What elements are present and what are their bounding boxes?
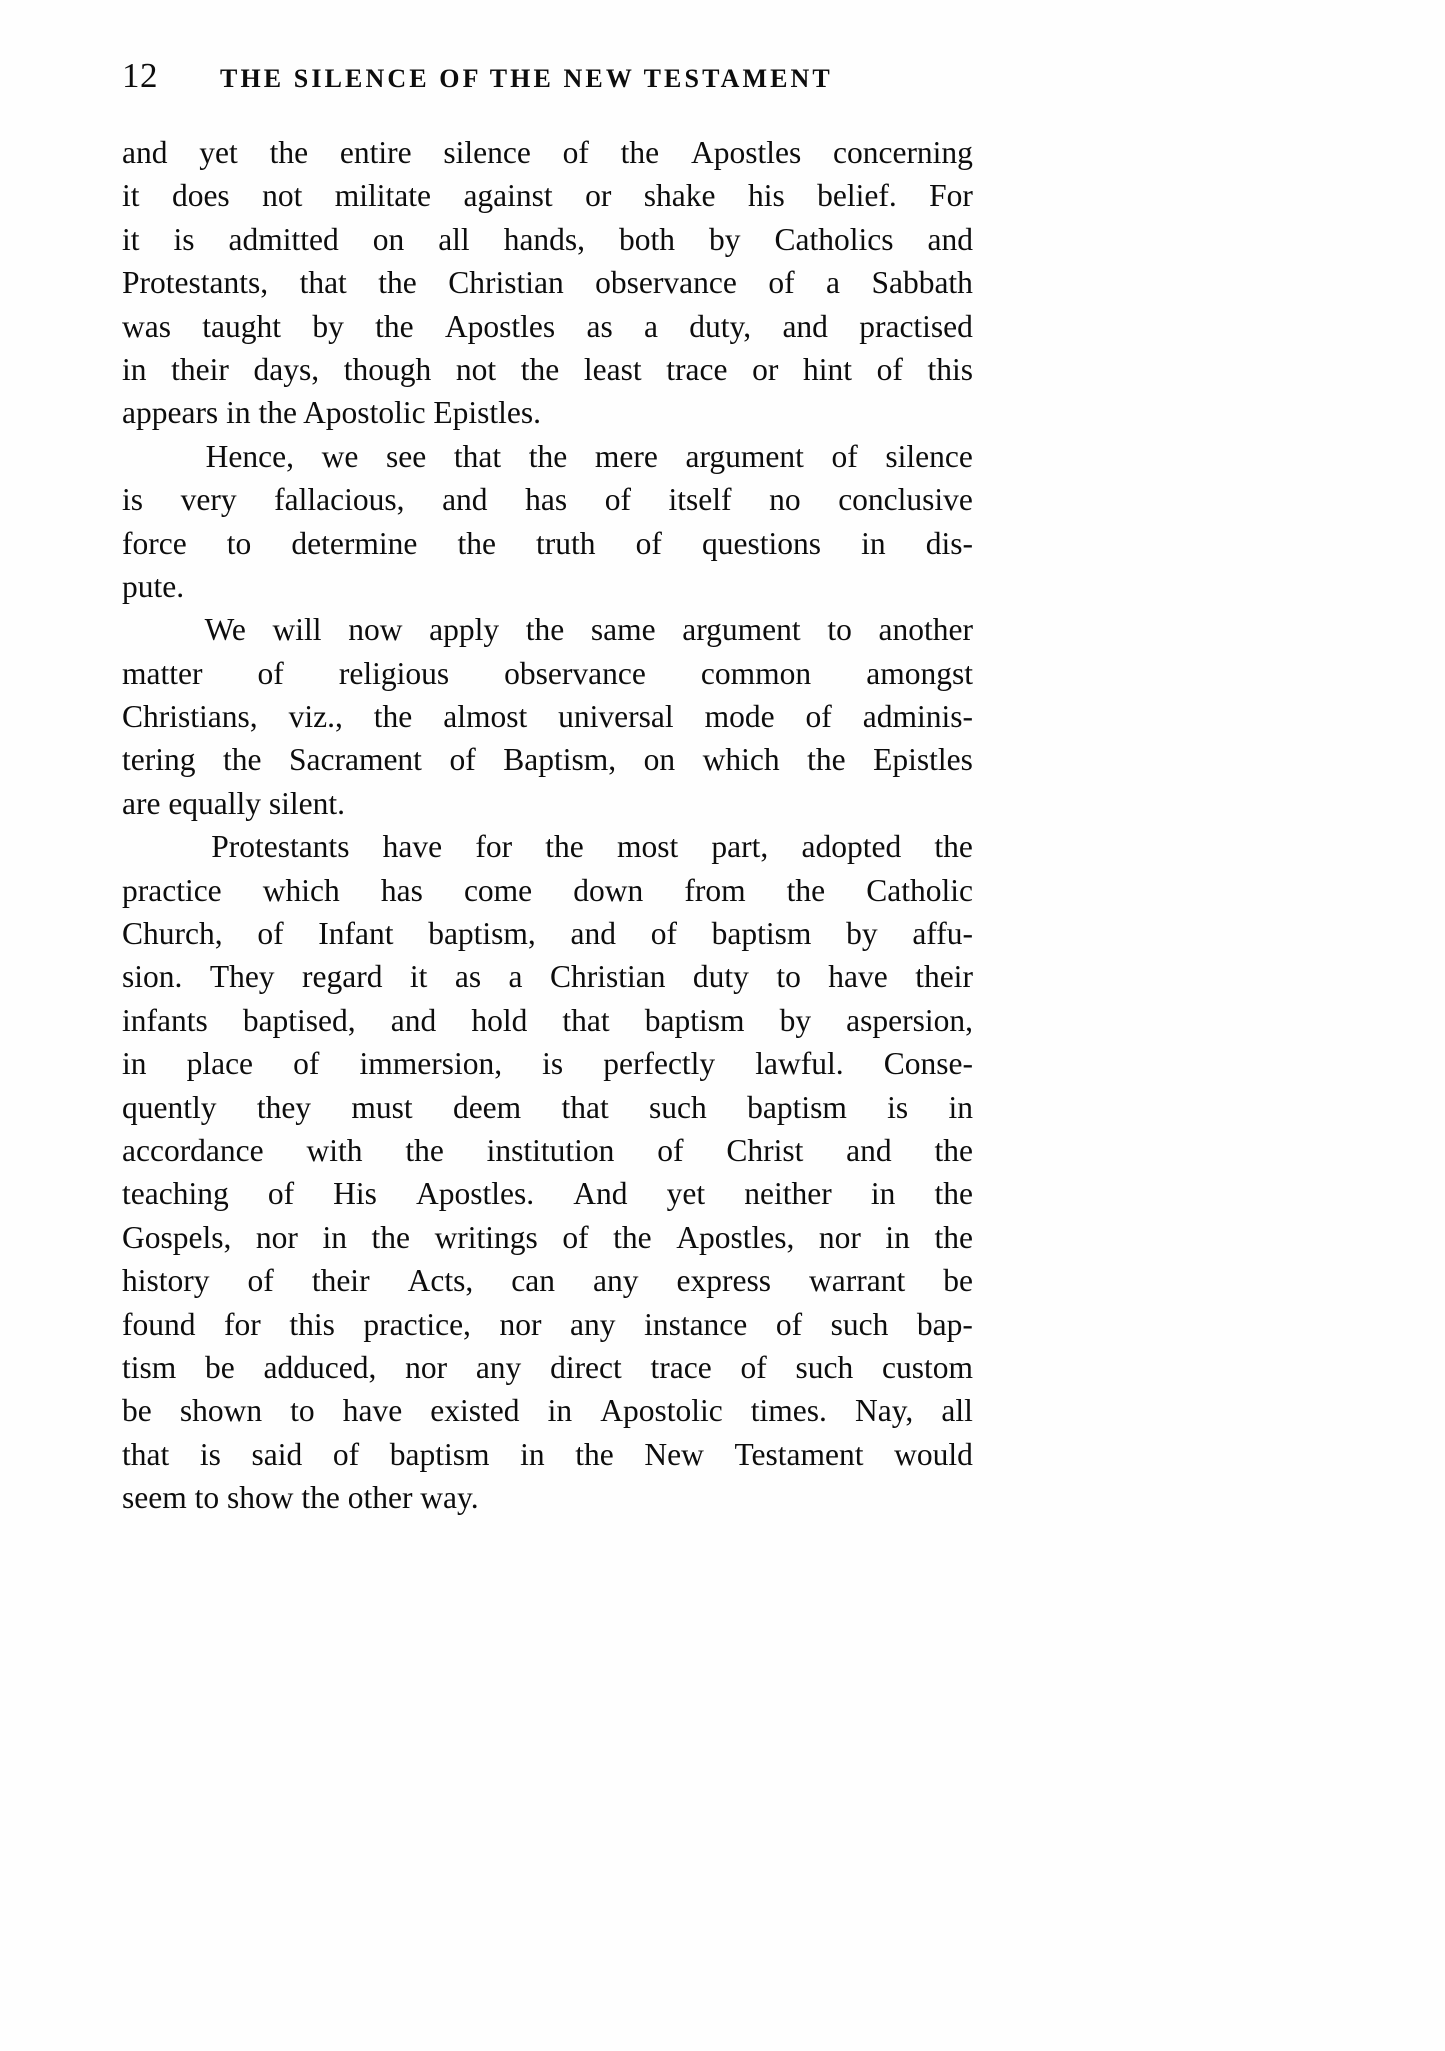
word: Testament bbox=[734, 1436, 864, 1472]
word: not bbox=[262, 178, 303, 214]
word: for bbox=[475, 829, 513, 865]
word: Apostles, bbox=[676, 1219, 795, 1255]
text-line bbox=[122, 478, 973, 521]
word: trace bbox=[650, 1349, 712, 1385]
word: Acts, bbox=[407, 1263, 474, 1299]
word: baptism, bbox=[428, 916, 536, 952]
word: in bbox=[870, 1176, 896, 1212]
word: has bbox=[525, 482, 568, 518]
word: religious bbox=[338, 655, 450, 691]
text-line bbox=[122, 1433, 973, 1476]
text-line bbox=[122, 1303, 973, 1346]
word: their bbox=[171, 351, 229, 387]
word: silence bbox=[443, 135, 531, 170]
word: Nay, bbox=[854, 1393, 914, 1429]
word: least bbox=[583, 351, 642, 387]
word: belief. bbox=[817, 178, 897, 214]
word: would bbox=[894, 1436, 973, 1472]
word: nor bbox=[405, 1349, 448, 1385]
text-line bbox=[122, 825, 973, 868]
text-line bbox=[122, 1042, 973, 1085]
word: must bbox=[351, 1089, 413, 1125]
word: to bbox=[226, 525, 252, 561]
word: deem bbox=[452, 1089, 522, 1125]
word: express bbox=[676, 1263, 771, 1299]
word: Protestants bbox=[211, 829, 350, 865]
word: affu- bbox=[912, 916, 973, 952]
word: practised bbox=[859, 308, 973, 344]
word: the bbox=[520, 351, 560, 387]
word: determine bbox=[291, 525, 418, 561]
word: dis- bbox=[925, 525, 973, 561]
word: of bbox=[293, 1046, 320, 1082]
word: which bbox=[702, 742, 780, 778]
word: any bbox=[570, 1306, 616, 1342]
word: and bbox=[122, 135, 168, 170]
word: or bbox=[752, 351, 779, 387]
text-line bbox=[122, 738, 973, 781]
word: from bbox=[684, 872, 746, 908]
word: the bbox=[269, 135, 309, 170]
paragraph bbox=[122, 435, 973, 609]
word: of bbox=[876, 351, 903, 387]
word: days, bbox=[253, 351, 320, 387]
word: almost bbox=[443, 699, 528, 735]
word: of bbox=[267, 1176, 295, 1212]
text-line: pute. bbox=[122, 568, 185, 604]
word: mere bbox=[594, 438, 658, 474]
word: of bbox=[562, 1219, 589, 1255]
word: We bbox=[204, 612, 246, 648]
word: Conse- bbox=[883, 1046, 973, 1082]
word: with bbox=[306, 1132, 363, 1168]
text-line bbox=[122, 261, 973, 304]
word: Sacrament bbox=[289, 742, 422, 778]
text-line bbox=[122, 522, 973, 565]
word: of bbox=[247, 1263, 274, 1299]
word: this bbox=[289, 1306, 335, 1342]
word: hands, bbox=[503, 221, 586, 257]
word: yet bbox=[199, 135, 238, 170]
word: existed bbox=[430, 1393, 520, 1429]
word: very bbox=[180, 482, 237, 518]
word: said bbox=[251, 1436, 303, 1472]
text-line bbox=[122, 305, 973, 348]
word: place bbox=[186, 1046, 254, 1082]
word: practice bbox=[122, 872, 222, 908]
word: be bbox=[205, 1349, 235, 1385]
text-line: seem to show the other way. bbox=[122, 1480, 479, 1516]
word: see bbox=[385, 438, 427, 474]
word: baptised, bbox=[242, 1002, 356, 1038]
text-line bbox=[122, 999, 973, 1042]
word: questions bbox=[701, 525, 821, 561]
word: the bbox=[786, 872, 826, 908]
word: baptism bbox=[389, 1436, 490, 1472]
text-line bbox=[122, 435, 973, 478]
paragraph bbox=[122, 825, 973, 1519]
word: bap- bbox=[916, 1306, 973, 1342]
word: New bbox=[644, 1436, 704, 1472]
word: nor bbox=[499, 1306, 542, 1342]
word: will bbox=[272, 612, 322, 648]
word: that bbox=[561, 1089, 609, 1125]
word: shake bbox=[643, 178, 716, 214]
word: mode bbox=[704, 699, 775, 735]
word: militate bbox=[334, 178, 432, 214]
word: in bbox=[322, 1219, 347, 1255]
text-line bbox=[122, 912, 973, 955]
word: accordance bbox=[122, 1132, 264, 1168]
word: in bbox=[861, 525, 886, 561]
text-line bbox=[122, 131, 973, 174]
word: not bbox=[455, 351, 497, 387]
word: was bbox=[122, 308, 171, 344]
word: of bbox=[635, 525, 662, 561]
word: on bbox=[372, 221, 405, 257]
word: the bbox=[375, 308, 414, 344]
paragraph-indent bbox=[122, 435, 178, 478]
word: writings bbox=[434, 1219, 538, 1255]
word: it bbox=[409, 959, 428, 995]
word: in bbox=[122, 1046, 147, 1082]
page-number: 12 bbox=[122, 56, 158, 95]
word: Apostolic bbox=[600, 1393, 723, 1429]
word: adminis- bbox=[862, 699, 973, 735]
word: the bbox=[528, 438, 568, 474]
word: custom bbox=[881, 1349, 973, 1385]
word: is bbox=[173, 221, 195, 257]
text-line bbox=[122, 869, 973, 912]
word: which bbox=[262, 872, 340, 908]
word: shown bbox=[179, 1393, 263, 1429]
word: this bbox=[927, 351, 973, 387]
word: of bbox=[657, 1132, 684, 1168]
word: the bbox=[223, 742, 262, 778]
text-line: appears in the Apostolic Epistles. bbox=[122, 395, 542, 431]
word: their bbox=[915, 959, 973, 995]
paragraph bbox=[122, 131, 973, 435]
word: aspersion, bbox=[846, 1002, 973, 1038]
word: the bbox=[525, 612, 565, 648]
word: the bbox=[371, 1219, 411, 1255]
word: concerning bbox=[833, 135, 973, 170]
word: times. bbox=[750, 1393, 827, 1429]
word: quently bbox=[122, 1089, 217, 1125]
word: Apostles bbox=[690, 135, 802, 170]
word: apply bbox=[429, 612, 500, 648]
word: Apostles bbox=[444, 308, 556, 344]
word: teaching bbox=[122, 1176, 229, 1212]
word: adduced, bbox=[263, 1349, 377, 1385]
word: the bbox=[934, 1219, 973, 1255]
paragraph-indent bbox=[122, 825, 178, 868]
word: have bbox=[382, 829, 443, 865]
word: fallacious, bbox=[274, 482, 405, 518]
word: baptism bbox=[747, 1089, 847, 1125]
word: Infant bbox=[318, 916, 394, 952]
word: trace bbox=[666, 351, 728, 387]
word: in bbox=[547, 1393, 573, 1429]
word: entire bbox=[339, 135, 412, 170]
word: silence bbox=[885, 438, 973, 474]
text-line bbox=[122, 695, 973, 738]
word: found bbox=[122, 1306, 196, 1342]
word: a bbox=[508, 959, 523, 995]
word: and bbox=[846, 1132, 892, 1168]
word: by bbox=[846, 916, 878, 952]
word: Baptism, bbox=[503, 742, 617, 778]
word: hint bbox=[802, 351, 852, 387]
word: by bbox=[312, 308, 344, 344]
word: the bbox=[457, 525, 496, 561]
word: no bbox=[769, 482, 801, 518]
word: taught bbox=[202, 308, 282, 344]
word: it bbox=[122, 221, 140, 257]
word: and bbox=[570, 916, 616, 952]
word: For bbox=[929, 178, 973, 214]
word: and bbox=[782, 308, 828, 344]
word: itself bbox=[668, 482, 732, 518]
word: immersion, bbox=[359, 1046, 503, 1082]
word: the bbox=[613, 1219, 652, 1255]
word: of bbox=[449, 742, 476, 778]
word: His bbox=[333, 1176, 377, 1212]
word: nor bbox=[818, 1219, 861, 1255]
word: Christians, bbox=[122, 699, 258, 735]
word: Christian bbox=[549, 959, 666, 995]
word: force bbox=[122, 525, 187, 561]
word: Apostles. bbox=[416, 1176, 535, 1212]
word: or bbox=[585, 178, 612, 214]
word: the bbox=[373, 699, 413, 735]
word: is bbox=[122, 482, 144, 518]
word: and bbox=[927, 221, 973, 257]
word: of bbox=[650, 916, 677, 952]
word: their bbox=[311, 1263, 370, 1299]
word: universal bbox=[558, 699, 674, 735]
word: of bbox=[257, 655, 284, 691]
word: is bbox=[542, 1046, 564, 1082]
text-line bbox=[122, 1129, 973, 1172]
text-line bbox=[122, 218, 973, 261]
word: Catholic bbox=[866, 872, 973, 908]
word: perfectly bbox=[603, 1046, 716, 1082]
word: They bbox=[209, 959, 275, 995]
word: argument bbox=[682, 612, 801, 648]
word: duty bbox=[692, 959, 749, 995]
word: to bbox=[827, 612, 852, 648]
word: Hence, bbox=[205, 438, 294, 474]
word: such bbox=[830, 1306, 889, 1342]
word: yet bbox=[666, 1176, 706, 1212]
text-line bbox=[122, 652, 973, 695]
word: institution bbox=[486, 1132, 615, 1168]
word: observance bbox=[504, 655, 646, 691]
word: have bbox=[828, 959, 888, 995]
word: truth bbox=[536, 525, 596, 561]
text-line bbox=[122, 1389, 973, 1432]
word: Christ bbox=[726, 1132, 804, 1168]
paragraph-indent bbox=[122, 608, 178, 651]
word: is bbox=[199, 1436, 221, 1472]
word: Church, bbox=[122, 916, 223, 952]
word: any bbox=[475, 1349, 522, 1385]
word: be bbox=[122, 1393, 152, 1429]
word: down bbox=[573, 872, 644, 908]
word: common bbox=[700, 655, 812, 691]
word: baptism bbox=[644, 1002, 745, 1038]
word: and bbox=[390, 1002, 437, 1038]
word: of bbox=[831, 438, 858, 474]
word: observance bbox=[595, 265, 737, 301]
word: tism bbox=[122, 1349, 177, 1385]
word: of bbox=[805, 699, 832, 735]
word: of bbox=[332, 1436, 360, 1472]
running-head-title: THE SILENCE OF THE NEW TESTAMENT bbox=[220, 64, 833, 93]
word: of bbox=[768, 265, 795, 301]
word: part, bbox=[711, 829, 769, 865]
word: all bbox=[941, 1393, 973, 1429]
word: a bbox=[644, 308, 658, 344]
text-line bbox=[122, 348, 973, 391]
word: the bbox=[405, 1132, 444, 1168]
text-line bbox=[122, 1346, 973, 1389]
text-line bbox=[122, 1172, 973, 1215]
word: regard bbox=[302, 959, 383, 995]
word: hold bbox=[471, 1002, 528, 1038]
word: Christian bbox=[448, 265, 564, 301]
word: Sabbath bbox=[871, 265, 973, 301]
word: have bbox=[342, 1393, 403, 1429]
text-line bbox=[122, 608, 973, 651]
word: Epistles bbox=[873, 742, 973, 778]
word: though bbox=[343, 351, 432, 387]
word: amongst bbox=[866, 655, 973, 691]
word: by bbox=[709, 221, 741, 257]
word: most bbox=[616, 829, 679, 865]
word: in bbox=[948, 1089, 973, 1125]
word: the bbox=[934, 829, 973, 865]
word: lawful. bbox=[755, 1046, 844, 1082]
text-line bbox=[122, 1216, 973, 1259]
word: the bbox=[575, 1436, 614, 1472]
word: is bbox=[887, 1089, 909, 1125]
word: Protestants, bbox=[122, 265, 269, 301]
word: of bbox=[740, 1349, 767, 1385]
word: history bbox=[122, 1263, 210, 1299]
word: viz., bbox=[288, 699, 343, 735]
word: of bbox=[562, 135, 589, 170]
word: admitted bbox=[228, 221, 339, 257]
word: as bbox=[454, 959, 482, 995]
paragraph bbox=[122, 608, 973, 825]
word: it bbox=[122, 178, 140, 214]
text-line: are equally silent. bbox=[122, 785, 346, 821]
word: the bbox=[934, 1176, 973, 1212]
word: and bbox=[442, 482, 488, 518]
word: his bbox=[747, 178, 785, 214]
word: And bbox=[573, 1176, 628, 1212]
word: direct bbox=[550, 1349, 622, 1385]
word: come bbox=[463, 872, 533, 908]
word: in bbox=[122, 351, 147, 387]
word: infants bbox=[122, 1002, 208, 1038]
word: in bbox=[520, 1436, 545, 1472]
word: by bbox=[779, 1002, 812, 1038]
word: that bbox=[562, 1002, 610, 1038]
word: can bbox=[511, 1263, 555, 1299]
word: as bbox=[586, 308, 613, 344]
word: the bbox=[934, 1132, 973, 1168]
word: does bbox=[171, 178, 230, 214]
word: that bbox=[299, 265, 347, 301]
word: to bbox=[290, 1393, 315, 1429]
word: Gospels, bbox=[122, 1219, 232, 1255]
word: warrant bbox=[809, 1263, 906, 1299]
word: be bbox=[943, 1263, 973, 1299]
word: a bbox=[826, 265, 840, 301]
word: instance bbox=[644, 1306, 748, 1342]
word: against bbox=[463, 178, 553, 214]
word: in bbox=[885, 1219, 910, 1255]
word: tering bbox=[122, 742, 196, 778]
word: to bbox=[776, 959, 801, 995]
word: duty, bbox=[689, 308, 752, 344]
word: for bbox=[224, 1306, 261, 1342]
word: practice, bbox=[363, 1306, 471, 1342]
word: both bbox=[619, 221, 676, 257]
word: now bbox=[348, 612, 403, 648]
word: matter bbox=[122, 655, 203, 691]
word: Catholics bbox=[774, 221, 894, 257]
word: that bbox=[122, 1436, 170, 1472]
word: nor bbox=[255, 1219, 298, 1255]
word: has bbox=[380, 872, 423, 908]
word: they bbox=[256, 1089, 312, 1125]
word: the bbox=[545, 829, 584, 865]
word: the bbox=[620, 135, 660, 170]
word: any bbox=[593, 1263, 639, 1299]
word: neither bbox=[744, 1176, 832, 1212]
text-line bbox=[122, 955, 973, 998]
word: same bbox=[590, 612, 656, 648]
word: of bbox=[775, 1306, 803, 1342]
word: such bbox=[649, 1089, 707, 1125]
body-text-column bbox=[122, 131, 973, 1520]
word: all bbox=[438, 221, 470, 257]
word: baptism bbox=[711, 916, 812, 952]
text-line bbox=[122, 174, 973, 217]
word: argument bbox=[685, 438, 804, 474]
word: conclusive bbox=[838, 482, 973, 518]
word: another bbox=[878, 612, 973, 648]
word: the bbox=[378, 265, 417, 301]
word: on bbox=[643, 742, 676, 778]
running-head bbox=[122, 58, 972, 104]
word: that bbox=[453, 438, 502, 474]
word: of bbox=[604, 482, 631, 518]
text-line bbox=[122, 1259, 973, 1302]
word: the bbox=[807, 742, 846, 778]
word: we bbox=[321, 438, 359, 474]
word: sion. bbox=[122, 959, 183, 995]
word: adopted bbox=[801, 829, 902, 865]
word: such bbox=[795, 1349, 854, 1385]
text-line bbox=[122, 1086, 973, 1129]
word: of bbox=[257, 916, 284, 952]
